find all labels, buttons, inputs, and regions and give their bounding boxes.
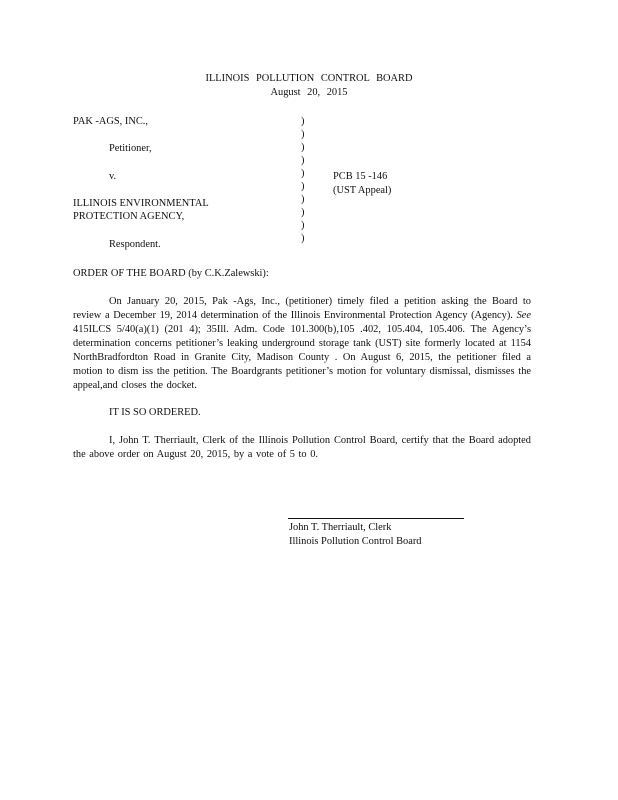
caption-paren: ) bbox=[301, 194, 305, 205]
so-ordered: IT IS SO ORDERED. bbox=[109, 407, 201, 418]
order-paragraph bbox=[73, 295, 531, 393]
document-date: August 20, 2015 bbox=[270, 87, 348, 98]
versus-label: v. bbox=[109, 171, 117, 182]
caption-paren: ) bbox=[301, 220, 305, 231]
caption-paren: ) bbox=[301, 142, 305, 153]
caption-paren: ) bbox=[301, 181, 305, 192]
signer-title: Illinois Pollution Control Board bbox=[289, 536, 422, 547]
respondent-name-line2: PROTECTION AGENCY, bbox=[73, 211, 185, 222]
order-heading: ORDER OF THE BOARD (by C.K.Zalewski): bbox=[73, 268, 269, 279]
respondent-name-line1: ILLINOIS ENVIRONMENTAL bbox=[73, 198, 209, 209]
case-number: PCB 15 -146 bbox=[333, 171, 388, 182]
caption-paren: ) bbox=[301, 233, 305, 244]
caption-paren: ) bbox=[301, 168, 305, 179]
caption-paren: ) bbox=[301, 155, 305, 166]
caption-parentheses bbox=[301, 115, 311, 245]
certification-text: I, John T. Therriault, Clerk of the Illinois Pollution Control Board, certify that the Board adopted the above order on August 20, 2015, by a vote of 5 to 0. bbox=[73, 435, 531, 460]
respondent-role: Respondent. bbox=[109, 239, 161, 250]
petitioner-role: Petitioner, bbox=[109, 143, 152, 154]
signer-name: John T. Therriault, Clerk bbox=[289, 522, 392, 533]
caption-paren: ) bbox=[301, 207, 305, 218]
signature-line bbox=[288, 518, 464, 519]
case-type: (UST Appeal) bbox=[333, 185, 392, 196]
order-text-part1: On January 20, 2015, Pak -Ags, Inc., (petitioner) timely filed a petition asking the Board to review a December 19, 2014 determination of the Illinois Environmental Protection Agency (Agency). bbox=[73, 296, 531, 321]
citation-signal: See bbox=[516, 310, 531, 321]
order-text-part2: 415ILCS 5/40(a)(1) (201 4); 35Ill. Adm. Code 101.300(b),105 .402, 105.404, 105.406. The Agency’s determination concerns petitioner’s leaking underground storage tank (UST) site formerly located at 1154 NorthBradfordton Road in Granite City, Madison County . On August 6, 2015, the petitioner filed a motion to dism iss the petition. The Boardgrants petitioner’s motion for voluntary dismissal, dismisses the appeal,and closes the docket. bbox=[73, 324, 531, 391]
board-title: ILLINOIS POLLUTION CONTROL BOARD bbox=[205, 73, 413, 84]
petitioner-name: PAK -AGS, INC., bbox=[73, 116, 148, 127]
clerk-certification bbox=[73, 434, 531, 462]
caption-paren: ) bbox=[301, 116, 305, 127]
caption-paren: ) bbox=[301, 129, 305, 140]
